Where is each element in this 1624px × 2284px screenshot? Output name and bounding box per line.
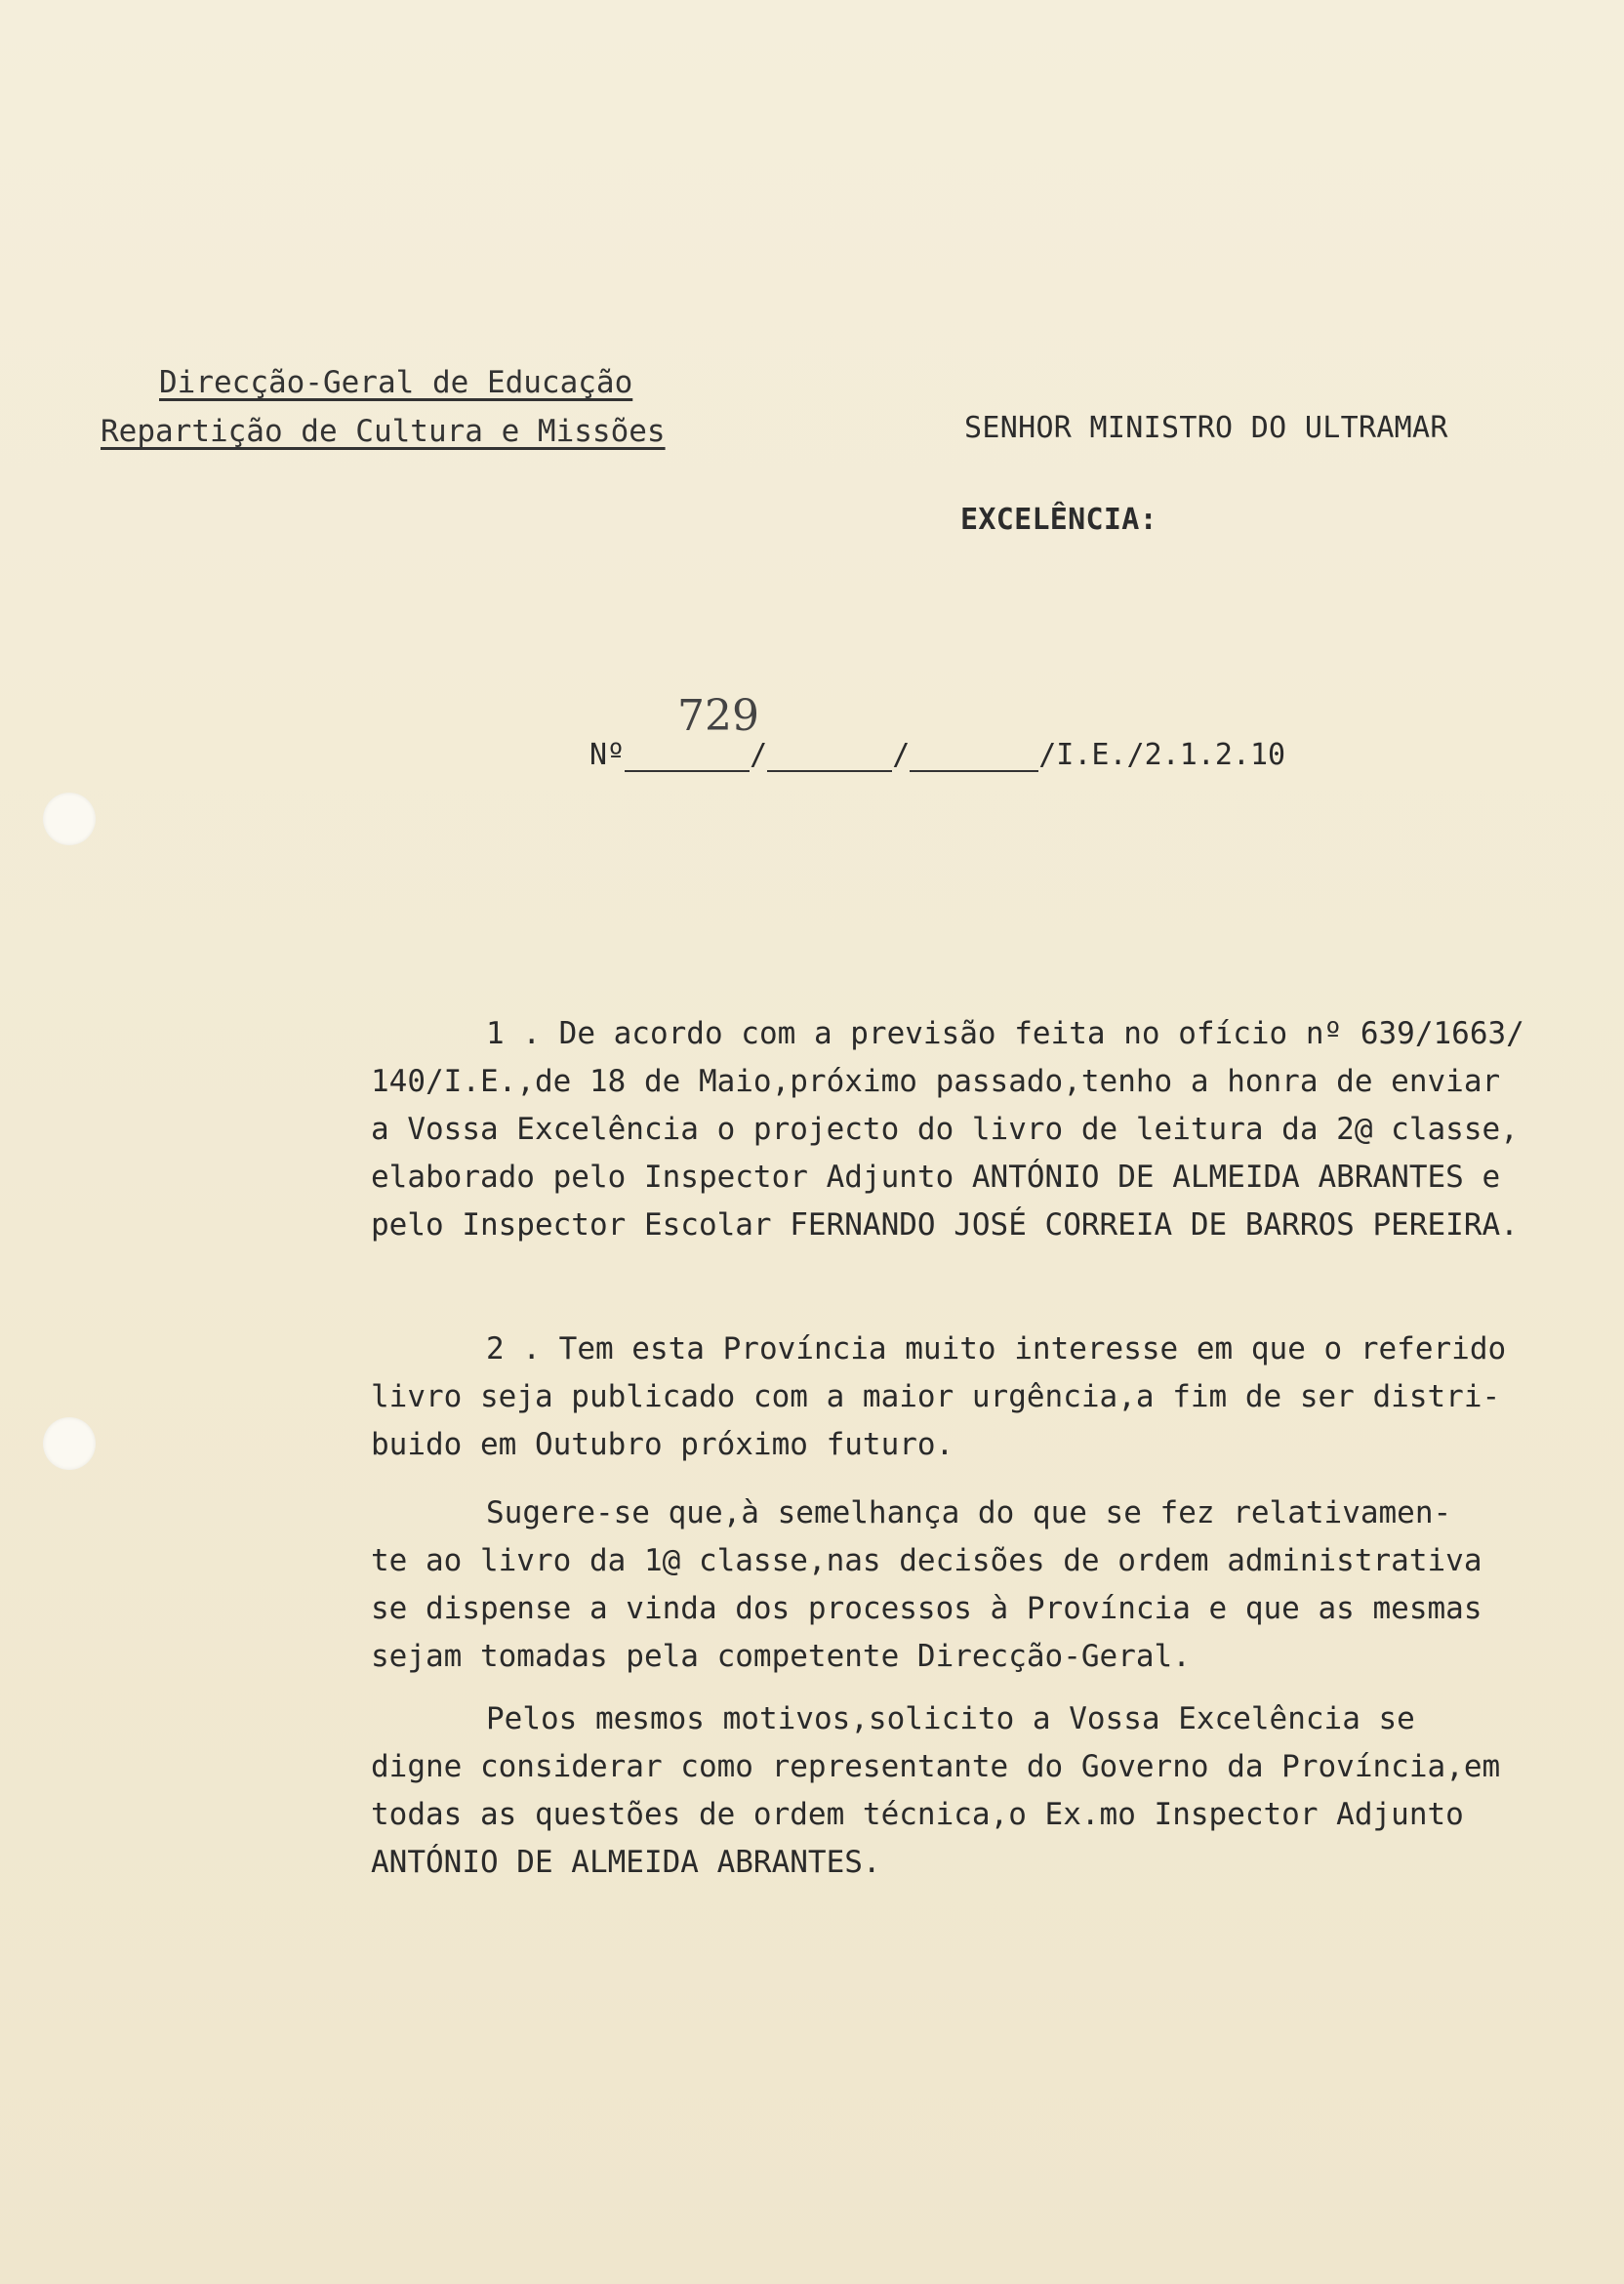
- paragraph-line: Sugere-se que,à semelhança do que se fez relativamen-: [486, 1495, 1452, 1530]
- paragraph-line: sejam tomadas pela competente Direcção-Geral.: [371, 1639, 1191, 1674]
- paragraph-4: [371, 1695, 1601, 1887]
- paragraph-line: pelo Inspector Escolar FERNANDO JOSÉ CORREIA DE BARROS PEREIRA.: [371, 1207, 1519, 1243]
- reference-suffix: /I.E./2.1.2.10: [1038, 738, 1286, 772]
- department-line-1: Direcção-Geral de Educação: [159, 365, 633, 400]
- paragraph-line: 1 . De acordo com a previsão feita no ofício nº 639/1663/: [486, 1016, 1524, 1051]
- paragraph-2: [371, 1326, 1601, 1469]
- paragraph-line: se dispense a vinda dos processos à Província e que as mesmas: [371, 1591, 1482, 1626]
- paragraph-line: digne considerar como representante do Governo da Província,em: [371, 1749, 1501, 1784]
- reference-blank: [910, 745, 1038, 772]
- salutation: EXCELÊNCIA:: [960, 503, 1157, 537]
- paragraph-1: [371, 1010, 1601, 1249]
- paragraph-line: ANTÓNIO DE ALMEIDA ABRANTES.: [371, 1845, 881, 1880]
- paragraph-3: [371, 1489, 1601, 1681]
- paragraph-line: te ao livro da 1@ classe,nas decisões de ordem administrativa: [371, 1543, 1482, 1578]
- paragraph-line: 140/I.E.,de 18 de Maio,próximo passado,tenho a honra de enviar: [371, 1064, 1501, 1099]
- reference-prefix: Nº: [589, 738, 626, 772]
- reference-blank: [767, 745, 892, 772]
- paragraph-line: todas as questões de ordem técnica,o Ex.mo Inspector Adjunto: [371, 1797, 1464, 1832]
- paragraph-line: elaborado pelo Inspector Adjunto ANTÓNIO DE ALMEIDA ABRANTES e: [371, 1160, 1501, 1195]
- reference-line: Nº / / /I.E./2.1.2.10: [589, 738, 1286, 772]
- paragraph-line: 2 . Tem esta Província muito interesse em que o referido: [486, 1331, 1507, 1366]
- paragraph-line: Pelos mesmos motivos,solicito a Vossa Excelência se: [486, 1701, 1415, 1736]
- paragraph-line: livro seja publicado com a maior urgência,a fim de ser distri-: [371, 1379, 1501, 1414]
- punch-hole: [43, 1417, 96, 1470]
- addressee: SENHOR MINISTRO DO ULTRAMAR: [964, 411, 1448, 445]
- department-line-2: Repartição de Cultura e Missões: [101, 414, 666, 449]
- handwritten-reference-number: 729: [677, 691, 759, 741]
- punch-hole: [43, 793, 96, 845]
- paragraph-line: buido em Outubro próximo futuro.: [371, 1427, 954, 1462]
- paragraph-line: a Vossa Excelência o projecto do livro de leitura da 2@ classe,: [371, 1112, 1519, 1147]
- reference-blank: [625, 745, 750, 772]
